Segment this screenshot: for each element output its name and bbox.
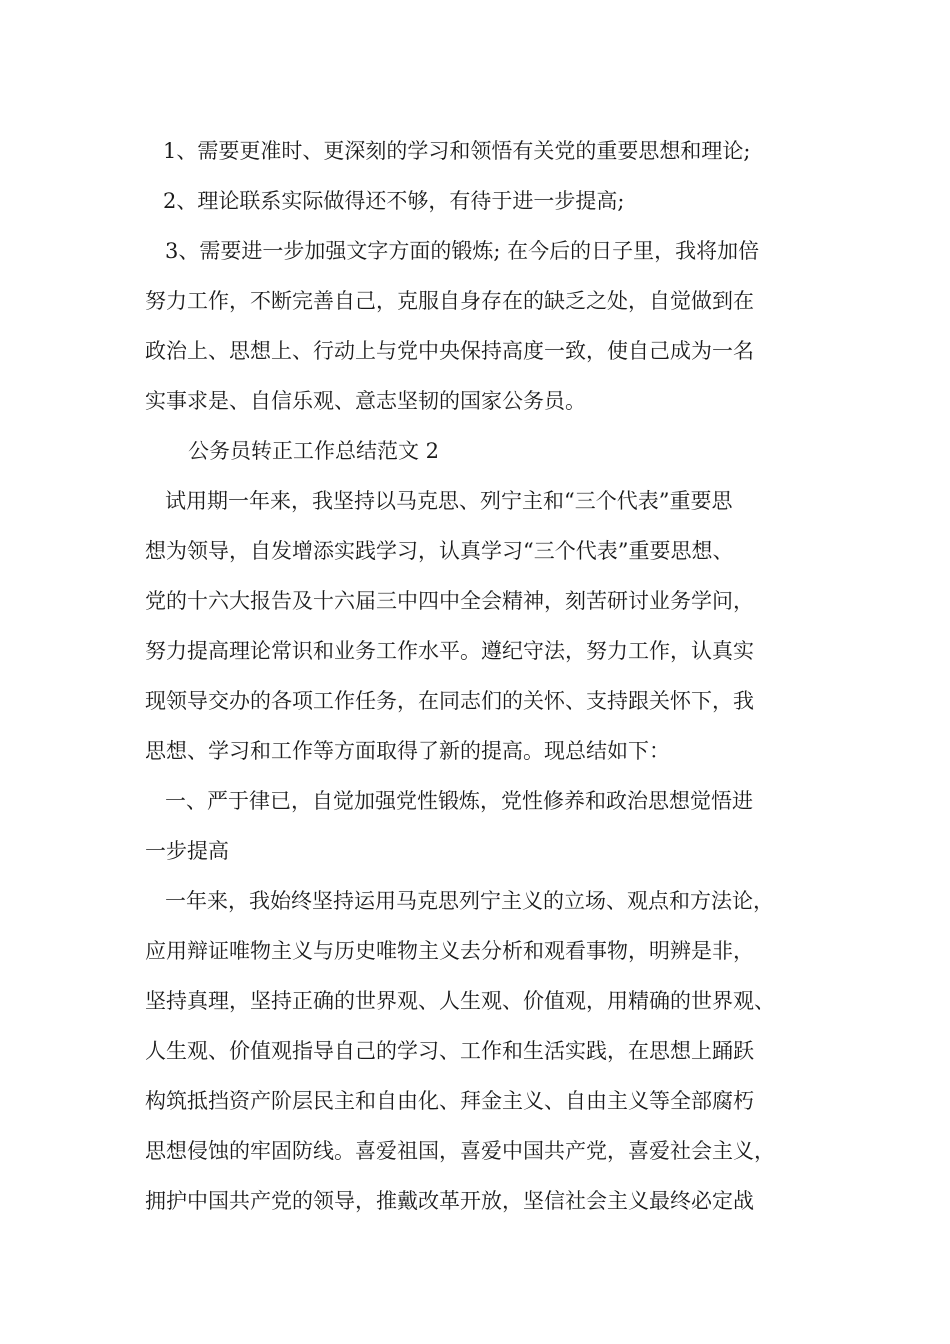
paragraph-line: 思想侵蚀的牢固防线。喜爱祖国，喜爱中国共产党，喜爱社会主义， (145, 1139, 775, 1163)
section-title: 公务员转正工作总结范文 2 (188, 439, 440, 463)
paragraph-line: 党的十六大报告及十六届三中四中全会精神，刻苦研讨业务学问， (145, 589, 754, 613)
list-item-3: 3、需要进一步加强文字方面的锻炼; 在今后的日子里，我将加倍 (165, 239, 760, 263)
paragraph-line: 一年来，我始终坚持运用马克思列宁主义的立场、观点和方法论， (165, 889, 774, 913)
paragraph-line: 坚持真理，坚持正确的世界观、人生观、价值观，用精确的世界观、 (145, 989, 775, 1013)
paragraph-line: 人生观、价值观指导自己的学习、工作和生活实践，在思想上踊跃 (145, 1039, 754, 1063)
list-item-2: 2、理论联系实际做得还不够，有待于进一步提高; (163, 189, 625, 213)
paragraph-line: 拥护中国共产党的领导，推戴改革开放，坚信社会主义最终必定战 (145, 1189, 754, 1213)
paragraph-line: 现领导交办的各项工作任务，在同志们的关怀、支持跟关怀下，我 (145, 689, 754, 713)
paragraph-line: 思想、学习和工作等方面取得了新的提高。现总结如下： (145, 739, 670, 763)
paragraph-line: 努力提高理论常识和业务工作水平。遵纪守法，努力工作，认真实 (145, 639, 754, 663)
subheading-line: 一、严于律已，自觉加强党性锻炼，党性修养和政治思想觉悟进 (165, 789, 753, 813)
paragraph-line: 应用辩证唯物主义与历史唯物主义去分析和观看事物，明辨是非， (145, 939, 754, 963)
subheading-line: 一步提高 (145, 839, 229, 863)
paragraph-line: 想为领导，自发增添实践学习，认真学习“三个代表”重要思想、 (145, 539, 734, 563)
paragraph-line: 试用期一年来，我坚持以马克思、列宁主和“三个代表”重要思 (165, 489, 733, 513)
paragraph-line: 政治上、思想上、行动上与党中央保持高度一致，使自己成为一名 (145, 339, 754, 363)
paragraph-line: 实事求是、自信乐观、意志坚韧的国家公务员。 (145, 389, 586, 413)
paragraph-line: 努力工作，不断完善自己，克服自身存在的缺乏之处，自觉做到在 (145, 289, 754, 313)
list-item-1: 1、需要更准时、更深刻的学习和领悟有关党的重要思想和理论; (163, 139, 751, 163)
paragraph-line: 构筑抵挡资产阶层民主和自由化、拜金主义、自由主义等全部腐朽 (145, 1089, 754, 1113)
